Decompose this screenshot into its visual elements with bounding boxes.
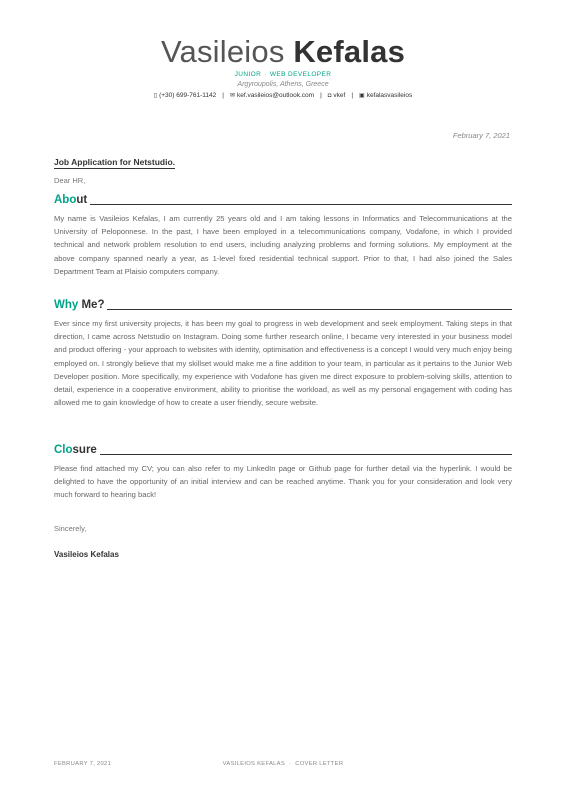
email-link[interactable] (230, 92, 314, 99)
title-accent: Why (54, 299, 79, 311)
letter-header (0, 34, 566, 99)
section-heading (54, 297, 512, 312)
recipient-block (54, 152, 175, 185)
contact-links (0, 92, 566, 99)
last-name: Kefalas (293, 34, 406, 69)
section-body: My name is Vasileios Kefalas, I am currently 25 years old and I am taking lessons in Informatics and Telecommunications at the University of Peloponnese. In the past, I have been employed in a telecommunications company, Vodafone, in which I provided technical and network problem resolution to end users, including analyzing problems and forming solutions. My employment at the above company spanned nearly a year, as 1-level fixed residential technical support. Prior to that, I had also joined the Sales Department Team at Plaisio computers company. (54, 214, 512, 276)
section-rule (100, 454, 512, 455)
section-heading (54, 442, 512, 457)
github-link[interactable] (328, 92, 346, 99)
section-body: Ever since my first university projects, it has been my goal to progress in web development and seek employment. Taking steps in that direction, I came across Netstudio on Instagram. Doing some further research online, I became very interested in your business model and product offering - your approach to websites with identity, optimisation and effectiveness is a concept I would very much enjoy being employed on. I strongly believe that my skillset would make me a fine addition to your team, in particular as it pertains to the Junior Web Developer position. More specifically, my experience with Vodafone has given me direct exposure to problem-solving skills, attention to detail, experience in a cooperative environment, ability to prioritise the workload, as well as my personal engagement with coding has allowed me to gain knowledge of how to create a user friendly, secure website. (54, 319, 512, 408)
mobile-icon: ▯ (153, 93, 158, 99)
section-heading (54, 192, 512, 207)
github-icon: ◘ (327, 93, 332, 99)
position-level: JUNIOR (234, 71, 262, 78)
footer-date: FEBRUARY 7, 2021 (54, 761, 112, 767)
title-rest: Me? (78, 299, 105, 311)
section-closure (54, 442, 512, 502)
footer-name: VASILEIOS KEFALAS (222, 761, 286, 767)
title-rest: ut (76, 194, 88, 206)
footer-separator: · (289, 761, 292, 767)
phone-text: (+30) 699-761-1142 (159, 92, 217, 99)
linkedin-icon: ▣ (359, 93, 365, 99)
github-text: vkef (333, 92, 346, 99)
greeting: Dear HR, (54, 176, 86, 185)
signature-name: Vasileios Kefalas (54, 550, 119, 559)
linkedin-text: kefalasvasileios (366, 92, 413, 99)
title-accent: Clo (54, 444, 73, 456)
section-rule (107, 309, 512, 310)
section-title (54, 299, 104, 312)
email-text: kef.vasileios@outlook.com (237, 92, 315, 99)
position-role: WEB DEVELOPER (269, 71, 332, 78)
position-title (0, 71, 566, 78)
address: Argyroupolis, Athens, Greece (237, 81, 329, 88)
letter-date: February 7, 2021 (452, 131, 510, 140)
footer-center (54, 761, 512, 767)
section-title (54, 444, 97, 457)
letter-subject: Job Application for Netstudio. (54, 157, 176, 167)
phone-link[interactable] (154, 92, 216, 99)
title-accent: Abo (54, 194, 77, 206)
section-title (54, 194, 87, 207)
linkedin-link[interactable] (359, 92, 412, 99)
social-separator: | (351, 92, 354, 99)
social-separator: | (222, 92, 224, 99)
first-name: Vasileios (160, 34, 285, 69)
section-body: Please find attached my CV; you can also refer to my LinkedIn page or Github page for further detail via the hyperlink. I would be delighted to have the opportunity of an initial interview and can be reached anytime. Thank you for your consideration and look very much forward to hearing back! (54, 464, 512, 500)
section-about (54, 192, 512, 278)
applicant-name (0, 34, 566, 70)
section-rule (90, 204, 512, 205)
closing-salutation: Sincerely, (54, 524, 87, 533)
social-separator: | (320, 92, 322, 99)
section-why-me (54, 297, 512, 409)
envelope-icon: ✉ (229, 93, 235, 99)
position-separator: · (264, 71, 267, 78)
title-rest: sure (72, 444, 97, 456)
footer-doc: COVER LETTER (295, 761, 344, 767)
